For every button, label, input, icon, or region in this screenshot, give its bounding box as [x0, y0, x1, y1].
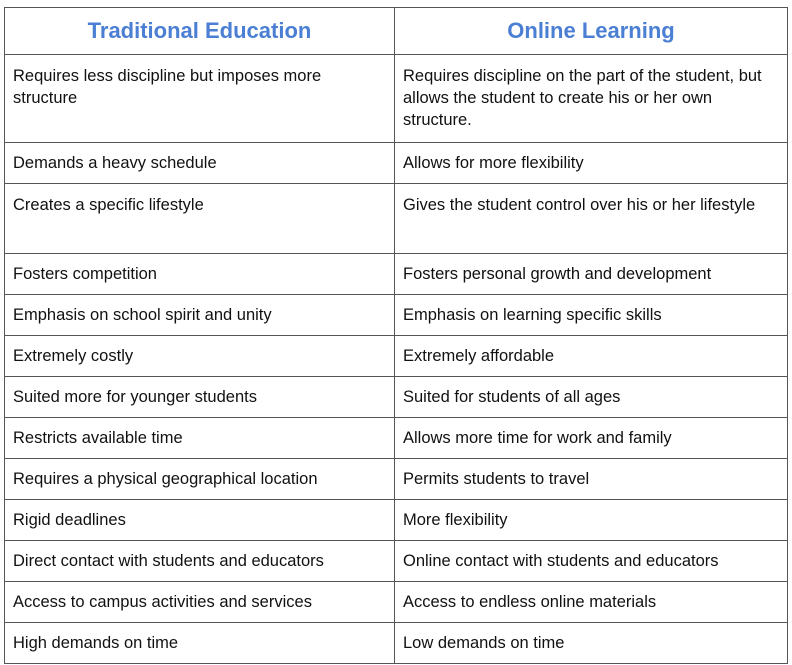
online-cell: Access to endless online materials — [395, 582, 788, 623]
header-online-learning: Online Learning — [395, 8, 788, 55]
traditional-cell: Direct contact with students and educators — [5, 541, 395, 582]
table-row — [5, 582, 788, 623]
online-cell: Extremely affordable — [395, 336, 788, 377]
traditional-cell: Emphasis on school spirit and unity — [5, 295, 395, 336]
header-row — [5, 8, 788, 55]
online-cell: Requires discipline on the part of the student, but allows the student to create his or her own structure. — [395, 55, 788, 143]
online-cell: Low demands on time — [395, 623, 788, 664]
table-row — [5, 459, 788, 500]
comparison-table — [4, 7, 788, 664]
online-cell: Online contact with students and educators — [395, 541, 788, 582]
table-row — [5, 500, 788, 541]
traditional-cell: Requires less discipline but imposes more structure — [5, 55, 395, 143]
table-row — [5, 377, 788, 418]
traditional-cell: Requires a physical geographical location — [5, 459, 395, 500]
traditional-cell: Extremely costly — [5, 336, 395, 377]
traditional-cell: High demands on time — [5, 623, 395, 664]
table-row — [5, 254, 788, 295]
online-cell: More flexibility — [395, 500, 788, 541]
traditional-cell: Suited more for younger students — [5, 377, 395, 418]
online-cell: Gives the student control over his or her lifestyle — [395, 184, 788, 254]
traditional-cell: Creates a specific lifestyle — [5, 184, 395, 254]
online-cell: Emphasis on learning specific skills — [395, 295, 788, 336]
table-row — [5, 143, 788, 184]
table-row — [5, 336, 788, 377]
table-row — [5, 295, 788, 336]
online-cell: Allows more time for work and family — [395, 418, 788, 459]
online-cell: Fosters personal growth and development — [395, 254, 788, 295]
table-row — [5, 55, 788, 143]
table-row — [5, 623, 788, 664]
traditional-cell: Rigid deadlines — [5, 500, 395, 541]
online-cell: Permits students to travel — [395, 459, 788, 500]
table-row — [5, 418, 788, 459]
comparison-table-container — [4, 7, 787, 664]
online-cell: Suited for students of all ages — [395, 377, 788, 418]
table-row — [5, 184, 788, 254]
traditional-cell: Restricts available time — [5, 418, 395, 459]
traditional-cell: Access to campus activities and services — [5, 582, 395, 623]
traditional-cell: Demands a heavy schedule — [5, 143, 395, 184]
traditional-cell: Fosters competition — [5, 254, 395, 295]
online-cell: Allows for more flexibility — [395, 143, 788, 184]
header-traditional-education: Traditional Education — [5, 8, 395, 55]
table-row — [5, 541, 788, 582]
